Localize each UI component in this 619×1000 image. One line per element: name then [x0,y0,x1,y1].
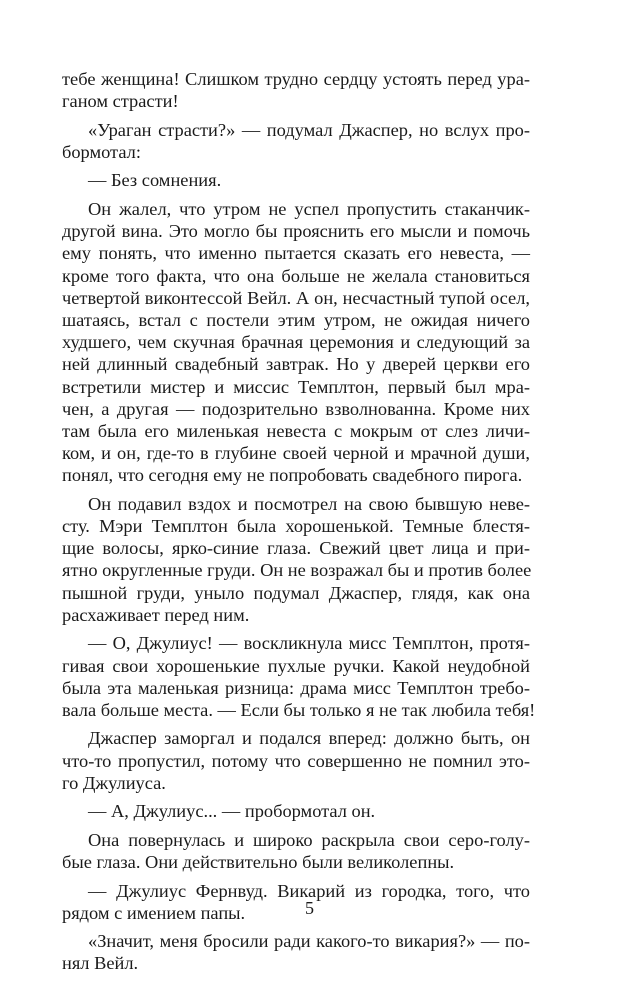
paragraph [62,930,530,974]
paragraph [62,169,530,191]
text-line: ком, и он, где-то в глубине своей черной и мрачной души, [62,443,530,464]
text-line: нял Вейл. [62,953,139,974]
text-line: — Без сомнения. [88,170,222,191]
text-line: — А, Джулиус... — пробормотал он. [88,801,376,822]
text-line: сту. Мэри Темплтон была хорошенькой. Темные блестя- [62,516,530,537]
text-line: была эта маленькая ризница: драма мисс Темплтон требо- [62,677,530,698]
text-line: кроме того факта, что она больше не желала становиться [62,265,530,286]
paragraph [62,119,530,163]
paragraph [62,800,530,822]
text-line: «Ураган страсти?» — подумал Джаспер, но вслух про- [88,119,530,140]
text-line: что-то пропустил, потому что совершенно не помнил это- [62,750,530,771]
text-line: там была его миленькая невеста с мокрым от слез личи- [62,420,530,441]
text-line: щие волосы, ярко-синие глаза. Свежий цвет лица и при- [62,538,530,559]
text-line: ней длинный свадебный завтрак. Но у дверей церкви его [62,354,530,375]
text-line: худшего, чем скучная брачная церемония и следующий за [62,332,530,353]
paragraph [62,632,536,721]
text-line: шатаясь, встал с постели этим утром, не ожидая ничего [62,309,530,330]
text-line: другой вина. Это могло бы прояснить его мысли и помочь [62,221,530,242]
text-line: чен, а другая — подозрительно взволнованна. Кроме них [62,398,530,419]
paragraph [62,198,530,487]
text-line: ятно округленные груди. Он не возражал бы и против более [62,560,532,581]
text-line: — Джулиус Фернвуд. Викарий из городка, того, что [88,880,530,901]
text-line: го Джулиуса. [62,772,166,793]
text-line: встретили мистер и миссис Темплтон, первый был мра- [62,376,530,397]
text-line: рядом с имением папы. [62,902,246,923]
text-line: — О, Джулиус! — воскликнула мисс Темплтон, протя- [88,633,530,654]
text-line: Он подавил вздох и посмотрел на свою бывшую неве- [88,493,530,514]
paragraph [62,493,530,626]
page-number: 5 [305,898,314,918]
text-line: расхаживает перед ним. [62,604,250,625]
text-line: бые глаза. Они действительно были великолепны. [62,852,455,873]
text-line: ганом страсти! [62,91,179,112]
page-body [62,68,536,981]
text-line: Джаспер заморгал и подался вперед: должно быть, он [88,728,530,749]
text-line: вала больше места. — Если бы только я не так любила тебя! [62,699,536,720]
text-line: Он жалел, что утром не успел пропустить стаканчик- [88,198,530,219]
paragraph [62,727,530,794]
text-line: гивая свои хорошенькие пухлые ручки. Какой неудобной [62,655,530,676]
text-line: Она повернулась и широко раскрыла свои серо-голу- [88,829,530,850]
paragraph [62,68,530,112]
text-line: тебе женщина! Слишком трудно сердцу устоять перед ура- [62,69,530,89]
text-line: бормотал: [62,141,141,162]
paragraph [62,829,530,873]
text-line: четвертой виконтессой Вейл. А он, несчастный тупой осел, [62,287,530,308]
text-line: понял, что сегодня ему не попробовать свадебного пирога. [62,465,523,486]
text-line: ему понять, что именно пытается сказать его невеста, — [62,243,530,264]
text-line: «Значит, меня бросили ради какого-то викария?» — по- [88,931,530,952]
text-line: пышной груди, уныло подумал Джаспер, глядя, как она [62,582,530,603]
